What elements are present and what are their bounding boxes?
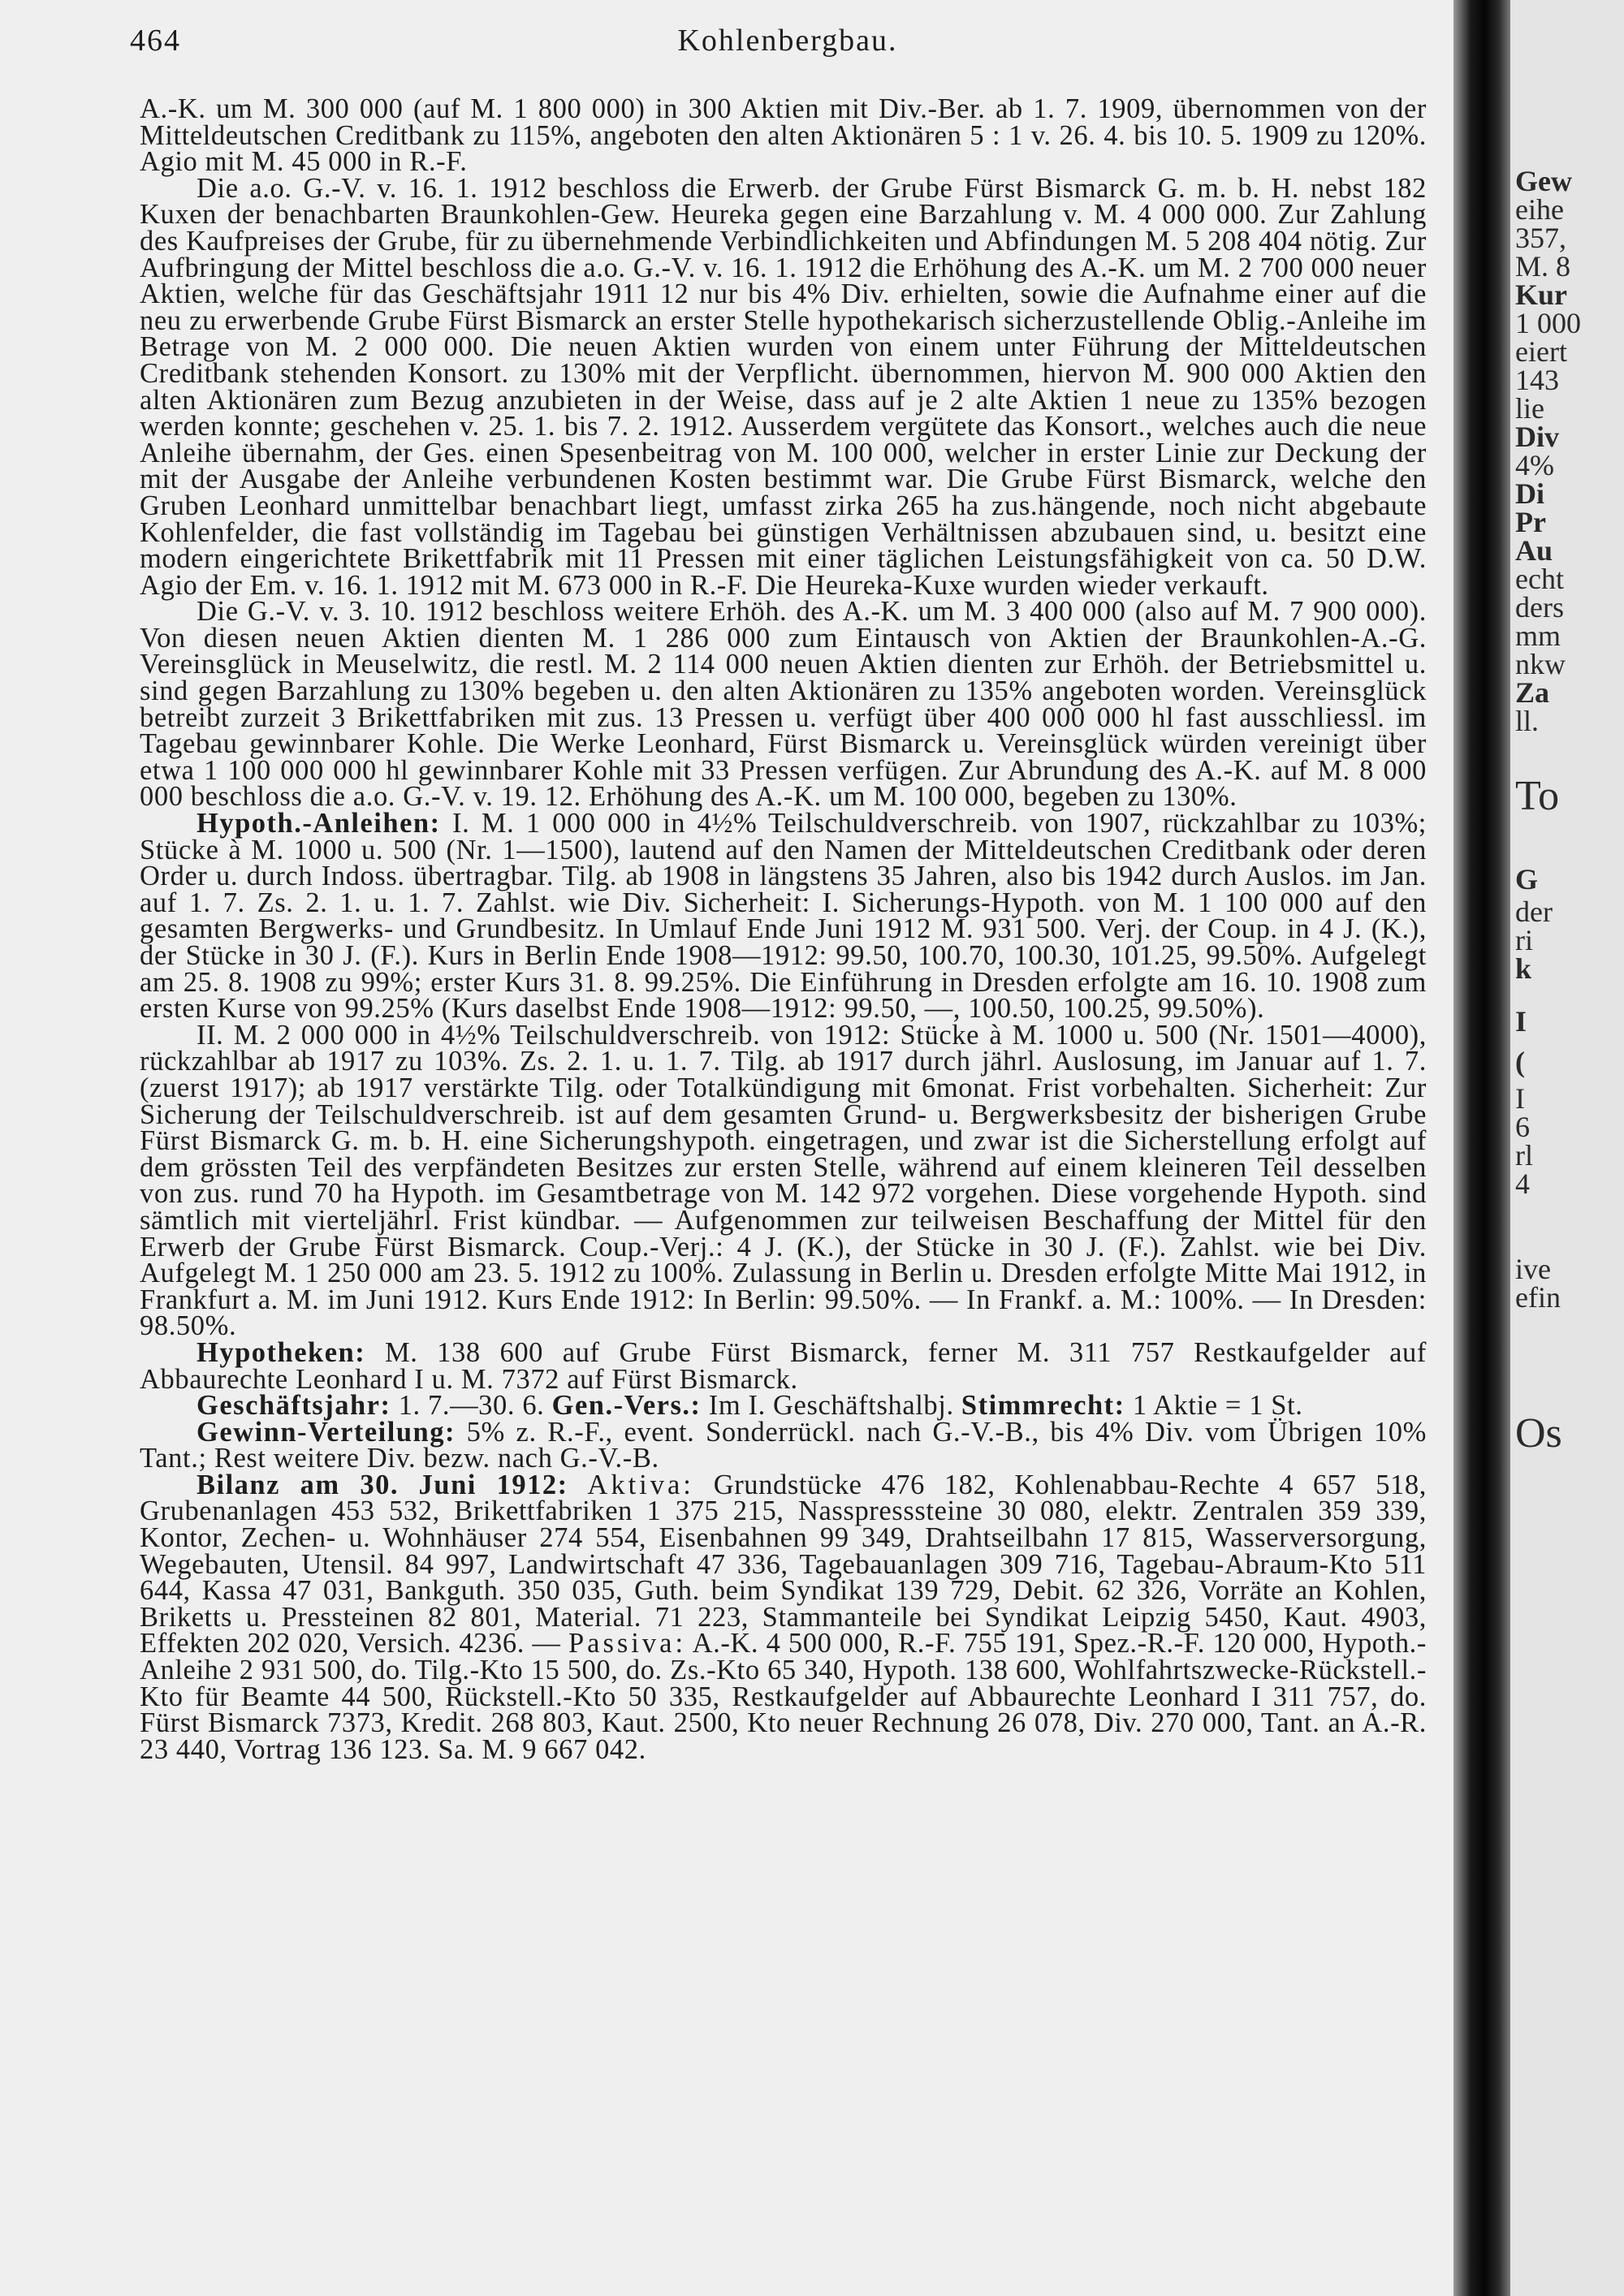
paragraph-anleihe-ii (140, 1019, 1427, 1342)
neighbor-fragment: M. 8 (1515, 250, 1571, 283)
neighbor-fragment: der (1515, 896, 1553, 928)
neighbor-fragment: ll. (1515, 705, 1540, 737)
paragraph-text: Grundstücke 476 182, Kohlenabbau-Rechte 4 657 518, Grubenanlagen 453 532, Brikettfabriken 1 375 215, Nasspresssteine 30 080, elektr. Zentralen 359 339, Kontor, Zechen- u. Wohnhäuser 274 554, Eisenbahnen 99 349, Drahtseilbahn 17 815, Wasserversorgung, Wegebauten, Utensil. 84 997, Landwirtschaft 47 336, Tagebauanlagen 309 716, Tagebau-Abraum-Kto 511 644, Kassa 47 031, Bankguth. 350 035, Guth. beim Syndikat 139 729, Debit. 62 326, Vorräte an Kohlen, Briketts u. Pressteinen 82 801, Material. 71 223, Stammanteile bei Syndikat Leipzig 5450, Kaut. 4903, Effekten 202 020, Versich. 4236. — (140, 1469, 1427, 1659)
paragraph-text: I. M. 1 000 000 in 4½% Teilschuldverschreib. von 1907, rückzahlbar zu 103%; Stücke à M. 1000 u. 500 (Nr. 1—1500), lautend auf den Namen der Mitteldeutschen Creditbank oder deren Order u. durch Indoss. übertragbar. Tilg. ab 1908 in längstens 35 Jahren, also bis 1942 durch Auslos. im Jan. auf 1. 7. Zs. 2. 1. u. 1. 7. Zahlst. wie Div. Sicherheit: I. Sicherungs-Hypoth. von M. 1 100 000 auf den gesamten Bergwerks- und Grundbesitz. In Umlauf Ende Juni 1912 M. 931 500. Verj. der Coup. in 4 J. (K.), der Stücke in 30 J. (F.). Kurs in Berlin Ende 1908—1912: 99.50, 100.70, 100.30, 101.25, 99.50%. Aufgelegt am 25. 8. 1908 zu 99%; erster Kurs 31. 8. 99.25%. Die Einführung in Dresden erfolgte am 16. 10. 1908 zum ersten Kurse von 99.25% (Kurs daselbst Ende 1908—1912: 99.50, —, 100.50, 100.25, 99.50%). (140, 808, 1427, 1025)
neighbor-fragment: I (1515, 1005, 1527, 1038)
paragraph-hypotheken (140, 1336, 1427, 1395)
neighbor-fragment: G (1515, 863, 1539, 896)
neighbor-fragment: eihe (1515, 193, 1564, 226)
neighbor-fragment: eiert (1515, 335, 1567, 368)
neighbor-fragment: k (1515, 952, 1532, 985)
section-label: Gewinn-Verteilung: (197, 1416, 456, 1448)
paragraph-text: M. 138 600 auf Grube Fürst Bismarck, ferner M. 311 757 Restkaufgelder auf Abbaurechte Leonhard I u. M. 7372 auf Fürst Bismarck. (140, 1336, 1427, 1395)
paragraph-gv-1912-01 (140, 172, 1427, 601)
neighbor-fragment: 357, (1515, 222, 1566, 254)
neighbor-fragment: lie (1515, 392, 1544, 425)
book-spine-gutter (1453, 0, 1510, 2296)
body-text (140, 93, 1427, 1765)
section-label: Gen.-Vers.: (551, 1390, 702, 1422)
neighbor-fragment: Gew (1515, 165, 1572, 197)
neighbor-fragment: 4 (1515, 1167, 1530, 1200)
paragraph-text: A.-K. 4 500 000, R.-F. 755 191, Spez.-R.-F. 120 000, Hypoth.-Anleihe 2 931 500, do. Tilg.-Kto 15 500, do. Zs.-Kto 65 340, Hypoth. 138 600, Wohlfahrtszwecke-Rückstell.-Kto für Beamte 44 500, Rückstell.-Kto 50 335, Restkaufgelder auf Abbaurechte Leonhard I 311 757, do. Fürst Bismarck 7373, Kredit. 268 803, Kaut. 2500, Kto neuer Rechnung 26 078, Div. 270 000, Tant. an A.-R. 23 440, Vortrag 136 123. Sa. M. 9 667 042. (140, 1628, 1427, 1765)
neighbor-fragment: Za (1515, 676, 1550, 709)
neighbor-fragment: ders (1515, 591, 1564, 624)
paragraph-bilanz (140, 1469, 1427, 1765)
neighbor-fragment: efin (1515, 1281, 1561, 1314)
section-label: Hypotheken: (197, 1336, 366, 1368)
neighbor-fragment: Au (1515, 534, 1553, 567)
neighbor-fragment: 4% (1515, 449, 1554, 481)
page-header (130, 23, 1445, 63)
neighbor-fragment: 143 (1515, 364, 1559, 396)
paragraph-text: A.-K. um M. 300 000 (auf M. 1 800 000) in 300 Aktien mit Div.-Ber. ab 1. 7. 1909, übernommen von der Mitteldeutschen Creditbank zu 115%, angeboten den alten Aktionären 5 : 1 v. 26. 4. bis 10. 5. 1909 zu 120%. Agio mit M. 45 000 in R.-F. (140, 93, 1427, 178)
neighbor-fragment: 1 000 (1515, 307, 1581, 339)
neighbor-fragment: rl (1515, 1139, 1533, 1172)
neighbor-fragment: ri (1515, 924, 1533, 956)
page-number: 464 (130, 24, 181, 58)
neighbor-fragment: 6 (1515, 1111, 1530, 1143)
adjacent-page-edge (1510, 0, 1624, 2296)
neighbor-fragment: nkw (1515, 648, 1566, 680)
neighbor-fragment: I (1515, 1082, 1525, 1115)
section-label: Stimmrecht: (961, 1390, 1125, 1422)
paragraph-text: 5% z. R.-F., event. Sonderrückl. nach G.-V.-B., bis 4% Div. vom Übrigen 10% Tant.; Rest weitere Div. bezw. nach G.-V.-B. (140, 1416, 1427, 1474)
neighbor-fragment: To (1515, 773, 1560, 819)
neighbor-fragment: echt (1515, 563, 1564, 595)
neighbor-fragment: mm (1515, 619, 1561, 652)
neighbor-fragment: Di (1515, 477, 1544, 510)
paragraph-text: 1. 7.—30. 6. (398, 1390, 545, 1422)
passiva-label: Passiva: (568, 1628, 687, 1659)
paragraph-intro (140, 93, 1427, 178)
neighbor-fragment: ( (1515, 1046, 1525, 1078)
paragraph-hypoth-anleihen (140, 808, 1427, 1025)
neighbor-fragment: Div (1515, 421, 1559, 453)
paragraph-gewinn-verteilung (140, 1416, 1427, 1474)
paragraph-text: II. M. 2 000 000 in 4½% Teilschuldverschreib. von 1912: Stücke à M. 1000 u. 500 (Nr. 1501—4000), rückzahlbar ab 1917 zu 103%. Zs. 2. 1. u. 1. 7. Tilg. ab 1917 durch jährl. Auslosung, im Januar auf 1. 7. (zuerst 1917); ab 1917 verstärkte Tilg. oder Totalkündigung mit 6monat. Frist vorbehalten. Sicherheit: Zur Sicherung der Teilschuldverschreib. ist auf dem gesamten Grund- u. Bergwerksbesitz der bisherigen Grube Fürst Bismarck G. m. b. H. eine Sicherungshypoth. eingetragen, und zwar ist die Sicherstellung erfolgt auf dem grössten Teil des verpfändeten Besitzes zur ersten Stelle, während auf einem kleineren Teil desselben von zus. rund 70 ha Hypoth. im Gesamtbetrage von M. 142 972 vorgehen. Diese vorgehende Hypoth. sind sämtlich mit vierteljährl. Frist kündbar. — Aufgenommen zur teilweisen Beschaffung der Mittel für den Erwerb der Grube Fürst Bismarck. Coup.-Verj.: 4 J. (K.), der Stücke in 30 J. (F.). Zahlst. wie bei Div. Aufgelegt M. 1 250 000 am 23. 5. 1912 zu 100%. Zulassung in Berlin u. Dresden erfolgte Mitte Mai 1912, in Frankfurt a. M. im Juni 1912. Kurs Ende 1912: In Berlin: 99.50%. — In Frankf. a. M.: 100%. — In Dresden: 98.50%. (140, 1019, 1427, 1342)
running-title: Kohlenbergbau. (677, 24, 898, 58)
section-label: Bilanz am 30. Juni 1912: (197, 1469, 568, 1500)
paragraph-geschaeftsjahr (140, 1390, 1427, 1422)
paragraph-text: Die G.-V. v. 3. 10. 1912 beschloss weitere Erhöh. des A.-K. um M. 3 400 000 (also auf M. 7 900 000). Von diesen neuen Aktien dienten M. 1 286 000 zum Eintausch von Aktien der Braunkohlen-A.-G. Vereinsglück in Meuselwitz, die restl. M. 2 114 000 neuen Aktien dienten zur Erhöh. der Betriebsmittel u. sind gegen Barzahlung zu 130% begeben u. den alten Aktionären zu 135% angeboten worden. Vereinsglück betreibt zurzeit 3 Brikettfabriken mit zus. 13 Pressen u. verfügt über 400 000 000 hl fast ausschliessl. im Tagebau gewinnbarer Kohle. Die Werke Leonhard, Fürst Bismarck u. Vereinsglück würden vereinigt über etwa 1 100 000 000 hl gewinnbarer Kohle mit 33 Pressen verfügen. Zur Abrundung des A.-K. auf M. 8 000 000 beschloss die a.o. G.-V. v. 19. 12. Erhöhung des A.-K. um M. 100 000, begeben zu 130%. (140, 596, 1427, 813)
paragraph-text: Im I. Geschäftshalbj. (708, 1390, 954, 1422)
aktiva-label: Aktiva: (587, 1469, 694, 1500)
neighbor-fragment: ive (1515, 1253, 1551, 1285)
section-label: Hypoth.-Anleihen: (197, 808, 441, 839)
section-label: Geschäftsjahr: (197, 1390, 391, 1422)
neighbor-fragment: Os (1515, 1410, 1562, 1457)
paragraph-text: 1 Aktie = 1 St. (1132, 1390, 1303, 1422)
paragraph-text: Die a.o. G.-V. v. 16. 1. 1912 beschloss die Erwerb. der Grube Fürst Bismarck G. m. b. H. nebst 182 Kuxen der benachbarten Braunkohlen-Gew. Heureka gegen eine Barzahlung v. M. 4 000 000. Zur Zahlung des Kaufpreises der Grube, für zu übernehmende Verbindlichkeiten und Abfindungen M. 5 208 404 nötig. Zur Aufbringung der Mittel beschloss die a.o. G.-V. v. 16. 1. 1912 die Erhöhung des A.-K. um M. 2 700 000 neuer Aktien, welche für das Geschäftsjahr 1911 12 nur bis 4% Div. erhielten, sowie die Aufnahme einer auf die neu zu erwerbende Grube Fürst Bismarck an erster Stelle hypothekarisch sicherzustellende Oblig.-Anleihe im Betrage von M. 2 000 000. Die neuen Aktien wurden von einem unter Führung der Mitteldeutschen Creditbank stehenden Konsort. zu 130% mit der Verpflicht. übernommen, hiervon M. 900 000 Aktien den alten Aktionären zum Bezug anzubieten in der Weise, dass auf je 2 alte Aktien 1 neue zu 135% bezogen werden konnte; geschehen v. 25. 1. bis 7. 2. 1912. Ausserdem vergütete das Konsort., welches auch die neue Anleihe übernahm, der Ges. einen Spesenbeitrag von M. 100 000, welcher in erster Linie zur Deckung der mit der Ausgabe der Anleihe verbundenen Kosten bestimmt war. Die Grube Fürst Bismarck, welche den Gruben Leonhard unmittelbar benachbart liegt, umfasst zirka 265 ha zus.hängende, noch nicht abgebaute Kohlenfelder, die fast vollständig im Tagebau bei günstigen Verhältnissen abzubauen sind, u. besitzt eine modern eingerichtete Brikettfabrik mit 11 Pressen mit einer täglichen Leistungsfähigkeit von ca. 50 D.W. Agio der Em. v. 16. 1. 1912 mit M. 673 000 in R.-F. Die Heureka-Kuxe wurden wieder verkauft. (140, 172, 1427, 601)
neighbor-fragment: Kur (1515, 278, 1568, 311)
paragraph-gv-1912-10 (140, 596, 1427, 813)
neighbor-fragment: Pr (1515, 506, 1546, 538)
